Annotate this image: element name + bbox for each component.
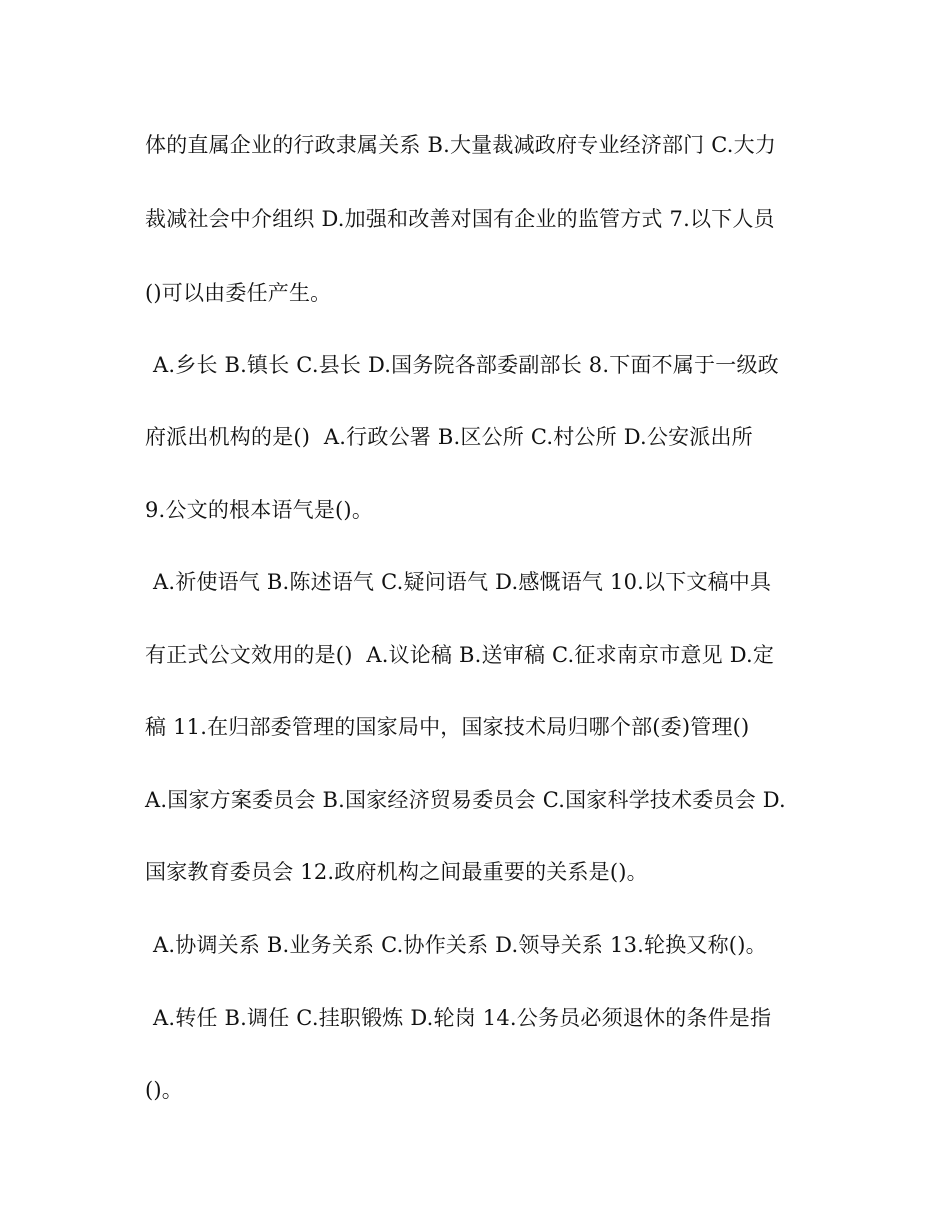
text-line: A.协调关系 B.业务关系 C.协作关系 D.领导关系 13.轮换又称()。 <box>153 933 767 957</box>
text-line: A.祈使语气 B.陈述语气 C.疑问语气 D.感慨语气 10.以下文稿中具 <box>153 570 772 594</box>
text-line: 国家教育委员会 12.政府机构之间最重要的关系是()。 <box>145 860 648 884</box>
text-line: ()。 <box>145 1078 183 1102</box>
text-line: 裁减社会中介组织 D.加强和改善对国有企业的监管方式 7.以下人员 <box>145 207 775 231</box>
text-line: 稿 11.在归部委管理的国家局中，国家技术局归哪个部(委)管理() <box>145 715 750 739</box>
text-line: A.乡长 B.镇长 C.县长 D.国务院各部委副部长 8.下面不属于一级政 <box>153 353 779 377</box>
text-line: A.转任 B.调任 C.挂职锻炼 D.轮岗 14.公务员必须退休的条件是指 <box>153 1006 772 1030</box>
text-line: 9.公文的根本语气是()。 <box>145 498 374 522</box>
text-line: A.国家方案委员会 B.国家经济贸易委员会 C.国家科学技术委员会 D. <box>145 788 786 812</box>
text-line: ()可以由委任产生。 <box>145 281 332 305</box>
text-line: 体的直属企业的行政隶属关系 B.大量裁减政府专业经济部门 C.大力 <box>145 133 777 157</box>
text-line: 府派出机构的是() A.行政公署 B.区公所 C.村公所 D.公安派出所 <box>145 425 753 449</box>
text-line: 有正式公文效用的是() A.议论稿 B.送审稿 C.征求南京市意见 D.定 <box>145 643 775 667</box>
